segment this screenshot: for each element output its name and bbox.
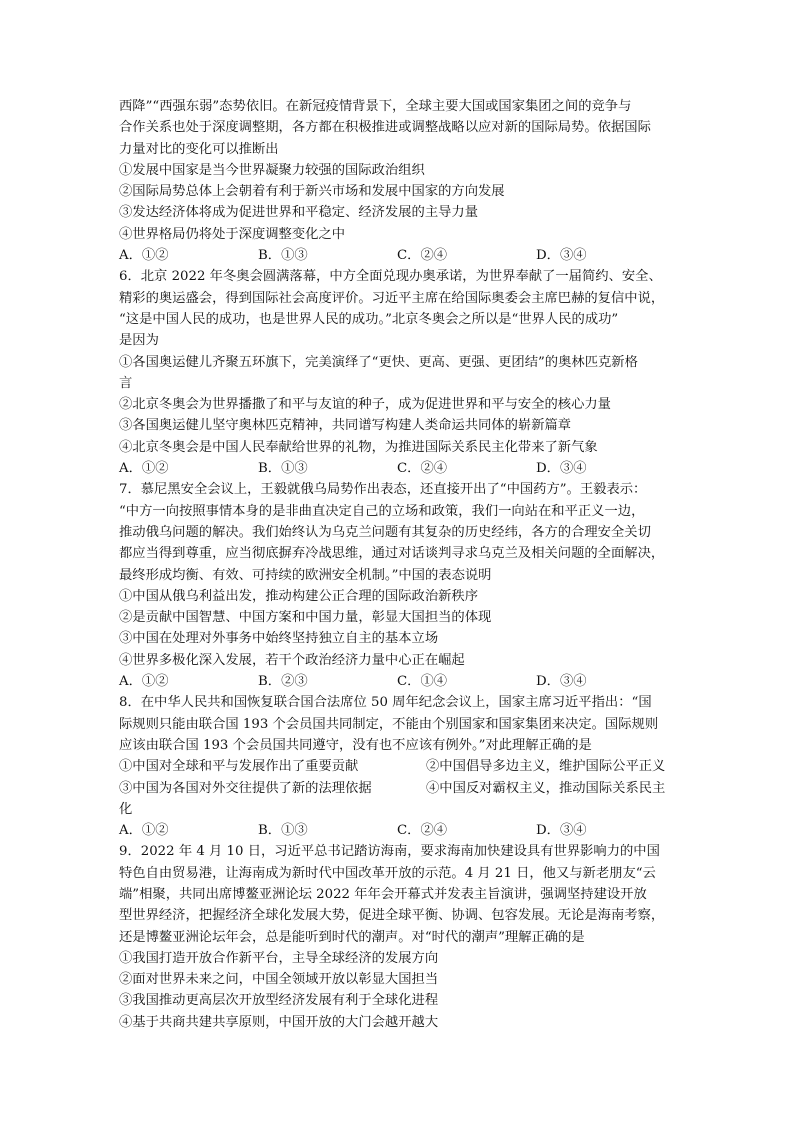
- q5-item-1: ①发展中国家是当今世界凝聚力较强的国际政治组织: [119, 162, 425, 178]
- q8-item-4: ④中国反对霸权主义，推动国际关系民主: [426, 780, 666, 796]
- q5-option-c: C．②④: [397, 248, 448, 264]
- q7-item-3: ③中国在处理对外事务中始终坚持独立自主的基本立场: [119, 631, 439, 647]
- q9-stem-line: 端”相聚，共同出席博鳌亚洲论坛 2022 年年会开幕式并发表主旨演讲，强调坚持建设开放: [119, 886, 647, 902]
- q7-item-1: ①中国从俄乌利益出发，推动构建公正合理的国际政治新秩序: [119, 588, 479, 604]
- q6-item-3: ③各国奥运健儿坚守奥林匹克精神，共同谱写构建人类命运共同体的崭新篇章: [119, 418, 572, 434]
- q7-stem-line: “中方一向按照事情本身的是非曲直决定自己的立场和政策，我们一向站在和平正义一边，: [119, 503, 645, 519]
- q9-stem-line: 还是博鳌亚洲论坛年会，总是能听到时代的潮声。对“时代的潮声”理解正确的是: [119, 929, 585, 945]
- q8-stem-line: 应该由联合国 193 个会员国共同遵守，没有也不应该有例外。”对此理解正确的是: [119, 737, 592, 753]
- q8-option-a: A．①②: [119, 823, 169, 839]
- q7-option-a: A．①②: [119, 674, 169, 690]
- q8-items-row-1: [119, 756, 679, 777]
- q6-option-b: B．①③: [258, 461, 308, 477]
- q5-option-a: A．①②: [119, 248, 169, 264]
- q9-stem-line: 9．2022 年 4 月 10 日，习近平总书记踏访海南，要求海南加快建设具有世界影响力的中国: [119, 844, 660, 860]
- question-9: [119, 841, 679, 1033]
- q6-stem-line: 精彩的奥运盛会，得到国际社会高度评价。习近平主席在给国际奥委会主席巴赫的复信中说，: [119, 290, 665, 306]
- q7-option-c: C．①④: [397, 674, 448, 690]
- question-7: [119, 479, 679, 692]
- q9-item-3: ③我国推动更高层次开放型经济发展有利于全球化进程: [119, 993, 439, 1009]
- question-6: [119, 266, 679, 479]
- q5-item-3: ③发达经济体将成为促进世界和平稳定、经济发展的主导力量: [119, 205, 479, 221]
- q6-stem-line: 6．北京 2022 年冬奥会圆满落幕，中方全面兑现办奥承诺，为世界奉献了一届简约、安全、: [119, 269, 662, 285]
- q5-stem-line: 合作关系也处于深度调整期，各方都在积极推进或调整战略以应对新的国际局势。依据国际: [119, 120, 651, 136]
- q8-option-b: B．①③: [258, 823, 308, 839]
- q6-stem-line: 是因为: [119, 333, 159, 349]
- q8-item-2: ②中国倡导多边主义，维护国际公平正义: [426, 759, 666, 775]
- q5-option-b: B．①③: [258, 248, 308, 264]
- q7-option-b: B．②③: [258, 674, 308, 690]
- q6-item-4: ④北京冬奥会是中国人民奉献给世界的礼物，为推进国际关系民主化带来了新气象: [119, 439, 598, 455]
- question-5: [119, 96, 679, 266]
- q6-item-1: ①各国奥运健儿齐聚五环旗下，完美演绎了“更快、更高、更强、更团结”的奥林匹克新格: [119, 354, 638, 370]
- q7-stem-line: 最终形成均衡、有效、可持续的欧洲安全机制。”中国的表态说明: [119, 567, 492, 583]
- q9-stem-line: 特色自由贸易港，让海南成为新时代中国改革开放的示范。4 月 21 日，他又与新老朋友“云: [119, 865, 656, 881]
- q5-item-4: ④世界格局仍将处于深度调整变化之中: [119, 226, 346, 242]
- q6-option-c: C．②④: [397, 461, 448, 477]
- exam-content: [119, 96, 679, 1033]
- q7-item-2: ②是贡献中国智慧、中国方案和中国力量，彰显大国担当的体现: [119, 610, 492, 626]
- q7-option-d: D．③④: [536, 674, 587, 690]
- q6-options: [119, 458, 679, 479]
- q5-item-2: ②国际局势总体上会朝着有利于新兴市场和发展中国家的方向发展: [119, 184, 505, 200]
- q7-stem-line: 7．慕尼黑安全会议上，王毅就俄乌局势作出表态，还直接开出了“中国药方”。王毅表示：: [119, 482, 647, 498]
- q9-item-1: ①我国打造开放合作新平台，主导全球经济的发展方向: [119, 950, 439, 966]
- q5-stem-line: 西降”“西强东弱”态势依旧。在新冠疫情背景下，全球主要大国或国家集团之间的竞争与: [119, 99, 632, 114]
- q8-item-4-cont: 化: [119, 801, 133, 817]
- q8-item-3: ③中国为各国对外交往提供了新的法理依据: [119, 780, 372, 796]
- q7-stem-line: 推动俄乌问题的解决。我们始终认为乌克兰问题有其复杂的历史经纬，各方的合理安全关切: [119, 524, 651, 540]
- q5-option-d: D．③④: [536, 248, 587, 264]
- q6-stem-line: “这是中国人民的成功，也是世界人民的成功。”北京冬奥会之所以是“世界人民的成功”: [119, 311, 619, 327]
- q8-stem-line: 际规则只能由联合国 193 个会员国共同制定，不能由个别国家和国家集团来决定。国际规则: [119, 716, 659, 732]
- q6-item-2: ②北京冬奥会为世界播撒了和平与友谊的种子，成为促进世界和平与安全的核心力量: [119, 397, 611, 413]
- q9-stem-line: 型世界经济，把握经济全球化发展大势，促进全球平衡、协调、包容发展。无论是海南考察，: [119, 908, 665, 924]
- q8-options: [119, 820, 679, 841]
- q7-options: [119, 671, 679, 692]
- q9-item-4: ④基于共商共建共享原则，中国开放的大门会越开越大: [119, 1014, 439, 1030]
- question-8: [119, 692, 679, 841]
- q5-options: [119, 245, 679, 266]
- q9-item-2: ②面对世界未来之问，中国全领域开放以彰显大国担当: [119, 972, 439, 988]
- q8-item-1: ①中国对全球和平与发展作出了重要贡献: [119, 759, 359, 775]
- q7-item-4: ④世界多极化深入发展，若干个政治经济力量中心正在崛起: [119, 652, 465, 668]
- q8-option-c: C．②④: [397, 823, 448, 839]
- q5-stem-line: 力量对比的变化可以推断出: [119, 141, 279, 157]
- q8-option-d: D．③④: [536, 823, 587, 839]
- q8-items-row-2: [119, 778, 679, 799]
- q6-option-a: A．①②: [119, 461, 169, 477]
- q6-option-d: D．③④: [536, 461, 587, 477]
- q7-stem-line: 都应当得到尊重，应当彻底摒弃冷战思维，通过对话谈判寻求乌克兰及相关问题的全面解决，: [119, 546, 665, 562]
- q6-item-1-cont: 言: [119, 375, 133, 391]
- q8-stem-line: 8．在中华人民共和国恢复联合国合法席位 50 周年纪念会议上，国家主席习近平指出：“国: [119, 695, 652, 711]
